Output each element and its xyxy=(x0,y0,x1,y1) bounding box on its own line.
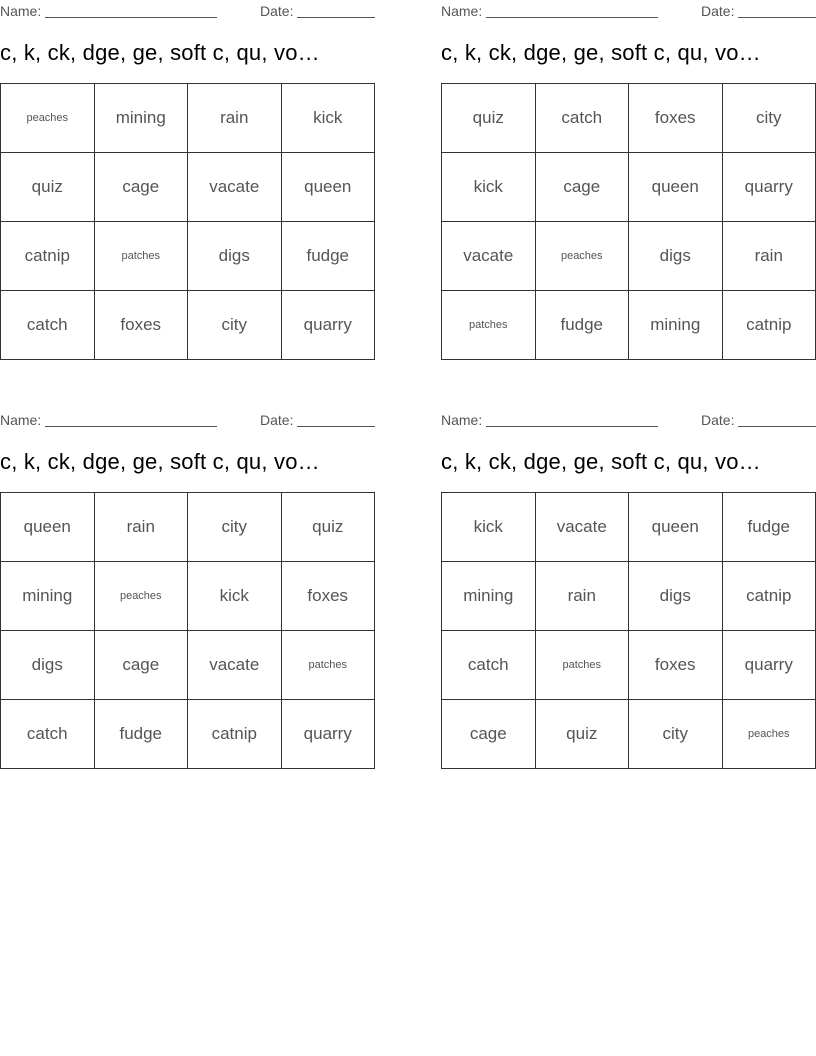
grid-cell: peaches xyxy=(94,562,188,631)
grid-cell: digs xyxy=(629,562,723,631)
grid-cell: foxes xyxy=(281,562,375,631)
grid-cell: catnip xyxy=(188,700,282,769)
date-label: Date: xyxy=(260,412,294,428)
grid-cell: patches xyxy=(535,631,629,700)
grid-cell: digs xyxy=(1,631,95,700)
grid-cell: vacate xyxy=(188,153,282,222)
name-label: Name: xyxy=(441,3,483,19)
grid-cell: catnip xyxy=(1,222,95,291)
grid-cell: catch xyxy=(442,631,536,700)
grid-cell: queen xyxy=(629,493,723,562)
date-line xyxy=(738,426,816,427)
grid-cell: fudge xyxy=(535,291,629,360)
bingo-card-3 xyxy=(0,409,375,743)
grid-cell: cage xyxy=(94,153,188,222)
date-label: Date: xyxy=(701,3,735,19)
bingo-card-4 xyxy=(441,409,816,743)
bingo-grid xyxy=(0,83,375,360)
grid-row xyxy=(442,493,816,562)
grid-cell: cage xyxy=(94,631,188,700)
name-line xyxy=(45,17,217,18)
grid-cell: city xyxy=(722,84,816,153)
grid-cell: catnip xyxy=(722,291,816,360)
grid-row xyxy=(442,562,816,631)
grid-cell: queen xyxy=(1,493,95,562)
grid-row xyxy=(442,700,816,769)
grid-row xyxy=(1,700,375,769)
grid-cell: quiz xyxy=(281,493,375,562)
date-line xyxy=(297,426,375,427)
grid-cell: rain xyxy=(94,493,188,562)
grid-cell: digs xyxy=(188,222,282,291)
grid-row xyxy=(1,562,375,631)
bingo-grid xyxy=(0,492,375,769)
card-title: c, k, ck, dge, ge, soft c, qu, vo… xyxy=(441,40,761,65)
date-label: Date: xyxy=(260,3,294,19)
grid-cell: foxes xyxy=(629,84,723,153)
grid-row xyxy=(442,291,816,360)
grid-cell: city xyxy=(188,493,282,562)
grid-cell: rain xyxy=(535,562,629,631)
grid-cell: quarry xyxy=(722,153,816,222)
grid-cell: vacate xyxy=(535,493,629,562)
card-header xyxy=(0,409,375,429)
grid-cell: peaches xyxy=(535,222,629,291)
grid-cell: kick xyxy=(281,84,375,153)
grid-cell: cage xyxy=(535,153,629,222)
grid-cell: quiz xyxy=(1,153,95,222)
name-label: Name: xyxy=(0,412,42,428)
date-line xyxy=(297,17,375,18)
grid-cell: catnip xyxy=(722,562,816,631)
bingo-grid xyxy=(441,492,816,769)
date-line xyxy=(738,17,816,18)
name-line xyxy=(486,17,658,18)
grid-cell: quarry xyxy=(722,631,816,700)
grid-row xyxy=(1,84,375,153)
card-header xyxy=(0,0,375,20)
bingo-card-2 xyxy=(441,0,816,334)
grid-row xyxy=(1,291,375,360)
card-header xyxy=(441,409,816,429)
date-label: Date: xyxy=(701,412,735,428)
grid-cell: city xyxy=(188,291,282,360)
grid-cell: foxes xyxy=(629,631,723,700)
name-label: Name: xyxy=(441,412,483,428)
grid-cell: kick xyxy=(442,493,536,562)
grid-cell: mining xyxy=(442,562,536,631)
grid-cell: peaches xyxy=(722,700,816,769)
grid-cell: quarry xyxy=(281,291,375,360)
grid-cell: quiz xyxy=(535,700,629,769)
grid-cell: peaches xyxy=(1,84,95,153)
grid-cell: cage xyxy=(442,700,536,769)
name-label: Name: xyxy=(0,3,42,19)
name-line xyxy=(486,426,658,427)
grid-cell: fudge xyxy=(94,700,188,769)
card-title: c, k, ck, dge, ge, soft c, qu, vo… xyxy=(0,449,320,474)
name-line xyxy=(45,426,217,427)
grid-row xyxy=(442,631,816,700)
grid-row xyxy=(1,631,375,700)
card-header xyxy=(441,0,816,20)
grid-row xyxy=(442,153,816,222)
grid-cell: patches xyxy=(94,222,188,291)
grid-cell: vacate xyxy=(442,222,536,291)
grid-cell: kick xyxy=(188,562,282,631)
grid-cell: fudge xyxy=(281,222,375,291)
grid-cell: foxes xyxy=(94,291,188,360)
grid-cell: catch xyxy=(1,291,95,360)
grid-cell: patches xyxy=(281,631,375,700)
bingo-card-1 xyxy=(0,0,375,334)
grid-cell: queen xyxy=(281,153,375,222)
grid-cell: kick xyxy=(442,153,536,222)
grid-cell: mining xyxy=(94,84,188,153)
bingo-grid xyxy=(441,83,816,360)
grid-cell: catch xyxy=(535,84,629,153)
grid-row xyxy=(1,222,375,291)
grid-cell: quarry xyxy=(281,700,375,769)
grid-row xyxy=(442,84,816,153)
grid-cell: city xyxy=(629,700,723,769)
grid-cell: fudge xyxy=(722,493,816,562)
card-title: c, k, ck, dge, ge, soft c, qu, vo… xyxy=(0,40,320,65)
grid-cell: rain xyxy=(722,222,816,291)
grid-cell: patches xyxy=(442,291,536,360)
grid-cell: digs xyxy=(629,222,723,291)
grid-cell: mining xyxy=(629,291,723,360)
grid-cell: queen xyxy=(629,153,723,222)
grid-cell: vacate xyxy=(188,631,282,700)
grid-row xyxy=(1,153,375,222)
grid-cell: catch xyxy=(1,700,95,769)
grid-row xyxy=(442,222,816,291)
card-title: c, k, ck, dge, ge, soft c, qu, vo… xyxy=(441,449,761,474)
grid-cell: mining xyxy=(1,562,95,631)
grid-cell: quiz xyxy=(442,84,536,153)
grid-cell: rain xyxy=(188,84,282,153)
grid-row xyxy=(1,493,375,562)
